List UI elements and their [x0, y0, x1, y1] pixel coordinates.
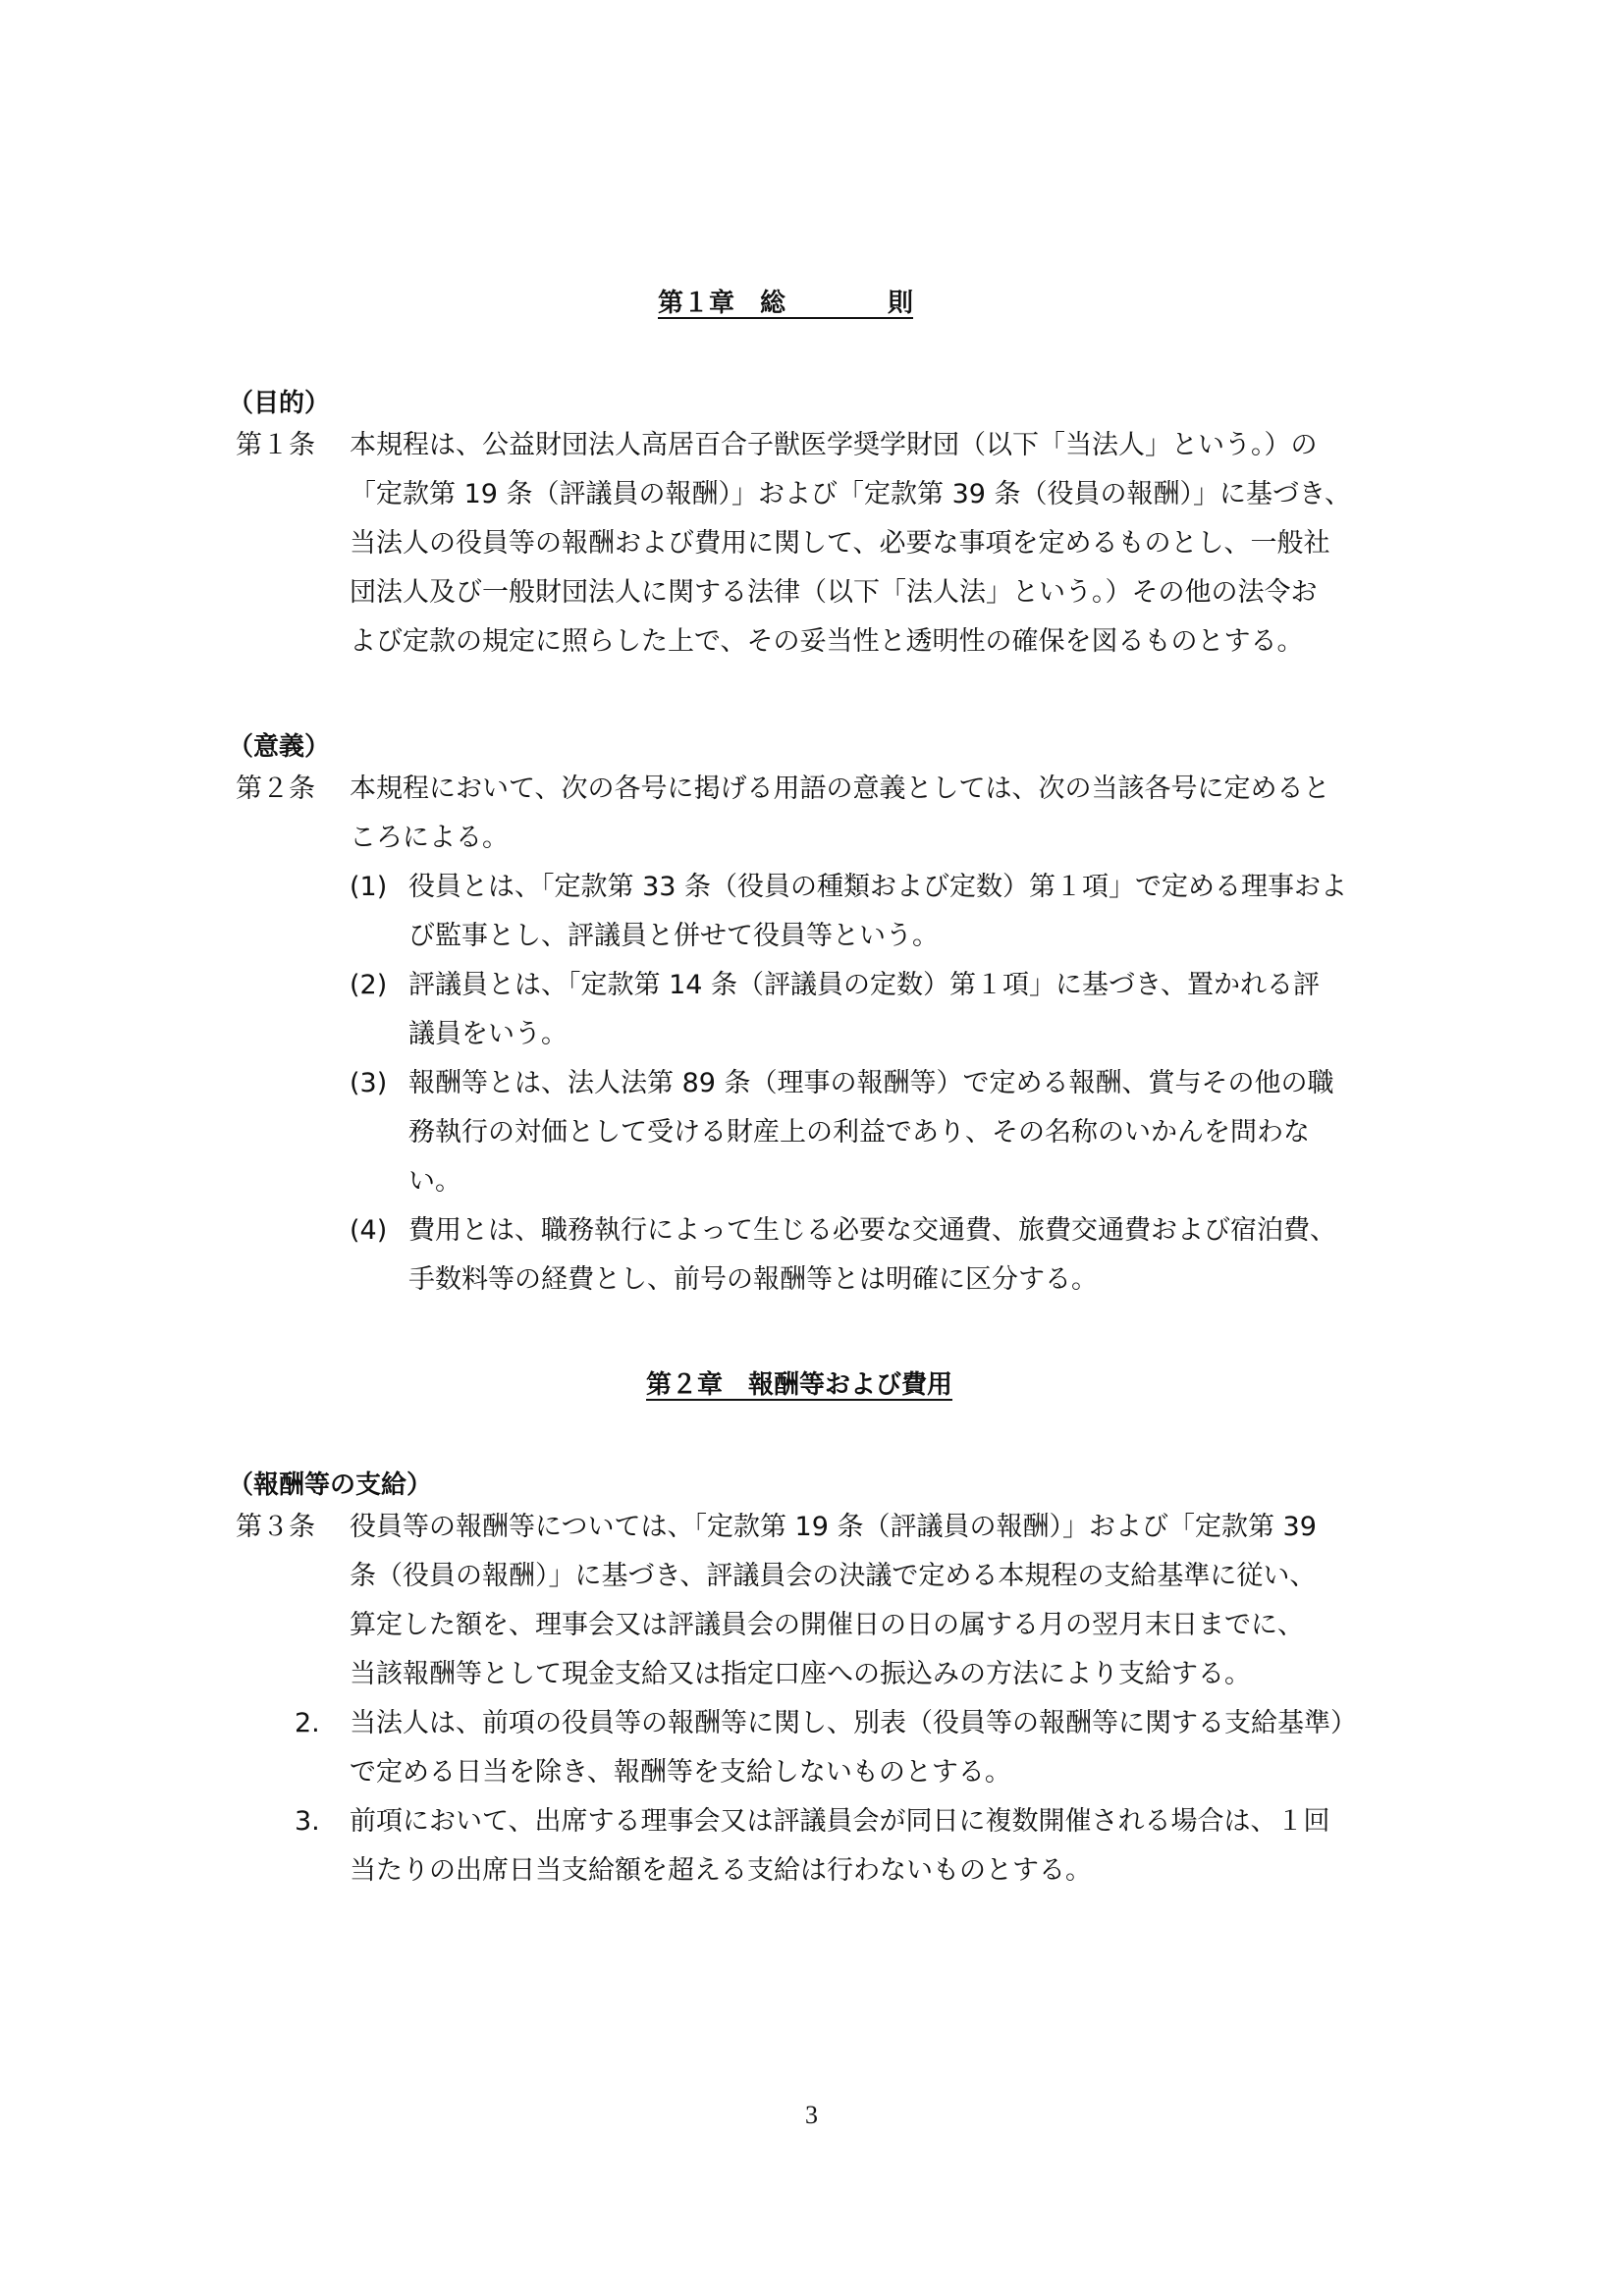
page-number: 3: [805, 2101, 818, 2129]
item-1-line: び監事とし、評議員と併せて役員等という。: [408, 921, 939, 951]
item-2-line: 評議員とは、「定款第 14 条（評議員の定数）第１項」に基づき、置かれる評: [408, 970, 1320, 1000]
item-3-line: 報酬等とは、法人法第 89 条（理事の報酬等）で定める報酬、賞与その他の職: [408, 1068, 1334, 1098]
article-3-heading: （報酬等の支給）: [228, 1470, 433, 1500]
article-3-line: 役員等の報酬等については、「定款第 19 条（評議員の報酬）」および「定款第 39: [350, 1512, 1317, 1542]
paragraph-2-number: 2.: [295, 1708, 320, 1738]
item-4-number: (4): [350, 1215, 388, 1246]
article-3-line: 算定した額を、理事会又は評議員会の開催日の日の属する月の翌月末日までに、: [350, 1610, 1304, 1640]
article-2-line: 本規程において、次の各号に掲げる用語の意義としては、次の当該各号に定めると: [350, 774, 1330, 804]
article-2-line: ころによる。: [350, 823, 509, 853]
article-2-label: 第２条: [236, 774, 315, 804]
article-1-line: 当法人の役員等の報酬および費用に関して、必要な事項を定めるものとし、一般社: [350, 528, 1330, 559]
paragraph-3-line: 前項において、出席する理事会又は評議員会が同日に複数開催される場合は、１回: [350, 1806, 1330, 1837]
item-3-number: (3): [350, 1068, 388, 1098]
item-4-line: 手数料等の経費とし、前号の報酬等とは明確に区分する。: [408, 1264, 1098, 1295]
article-1-line: 団法人及び一般財団法人に関する法律（以下「法人法」という。）その他の法令お: [350, 577, 1318, 608]
paragraph-3-number: 3.: [295, 1806, 320, 1837]
article-3-line: 当該報酬等として現金支給又は指定口座への振込みの方法により支給する。: [350, 1659, 1251, 1689]
item-1-number: (1): [350, 872, 388, 902]
item-2-line: 議員をいう。: [408, 1019, 568, 1049]
article-2-heading: （意義）: [228, 732, 331, 762]
item-3-line: 務執行の対価として受ける財産上の利益であり、その名称のいかんを問わな: [408, 1117, 1310, 1148]
article-1-line: 本規程は、公益財団法人高居百合子獣医学奨学財団（以下「当法人」という。）の: [350, 430, 1318, 460]
item-2-number: (2): [350, 970, 388, 1000]
article-3-line: 条（役員の報酬）」に基づき、評議員会の決議で定める本規程の支給基準に従い、: [350, 1561, 1317, 1591]
article-1-line: 「定款第 19 条（評議員の報酬）」および「定款第 39 条（役員の報酬）」に基づき、: [350, 479, 1351, 509]
paragraph-2-line: で定める日当を除き、報酬等を支給しないものとする。: [350, 1757, 1011, 1788]
item-3-line: い。: [408, 1166, 461, 1197]
paragraph-3-line: 当たりの出席日当支給額を超える支給は行わないものとする。: [350, 1855, 1092, 1886]
article-1-label: 第１条: [236, 430, 315, 460]
item-4-line: 費用とは、職務執行によって生じる必要な交通費、旅費交通費および宿泊費、: [408, 1215, 1336, 1246]
article-3-label: 第３条: [236, 1512, 315, 1542]
chapter-2-title: 第２章 報酬等および費用: [646, 1370, 953, 1400]
chapter-1-title: 第１章 総 則: [658, 289, 914, 318]
article-1-line: よび定款の規定に照らした上で、その妥当性と透明性の確保を図るものとする。: [350, 626, 1304, 657]
article-1-heading: （目的）: [228, 389, 331, 418]
item-1-line: 役員とは、「定款第 33 条（役員の種類および定数）第１項」で定める理事およ: [408, 872, 1348, 902]
paragraph-2-line: 当法人は、前項の役員等の報酬等に関し、別表（役員等の報酬等に関する支給基準）: [350, 1708, 1357, 1738]
